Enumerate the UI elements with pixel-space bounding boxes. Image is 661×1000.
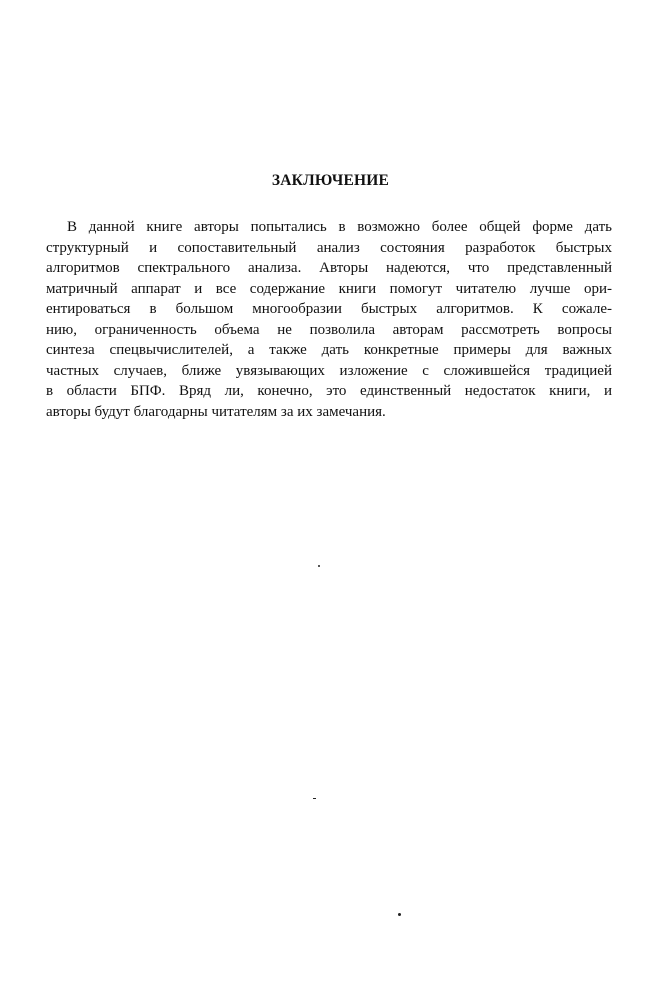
conclusion-paragraph xyxy=(46,217,612,422)
paragraph-line: В данной книге авторы попытались в возможно более общей форме дать xyxy=(67,219,612,235)
chapter-heading: ЗАКЛЮЧЕНИЕ xyxy=(271,172,390,189)
scan-speck xyxy=(313,798,316,799)
paragraph-line: матричный аппарат и все содержание книги помогут читателю лучше ори- xyxy=(46,280,612,297)
paragraph-line: нию, ограниченность объема не позволила авторам рассмотреть вопросы xyxy=(46,321,612,338)
paragraph-line: авторы будут благодарны читателям за их замечания. xyxy=(46,403,386,420)
paragraph-line: частных случаев, ближе увязывающих изложение с сложившейся традицией xyxy=(46,362,612,379)
scan-speck xyxy=(398,913,401,916)
paragraph-line: синтеза спецвычислителей, а также дать конкретные примеры для важных xyxy=(46,342,612,358)
scan-speck xyxy=(318,565,320,567)
paragraph-line: ентироваться в большом многообразии быстрых алгоритмов. К сожале- xyxy=(46,301,612,317)
paragraph-line: в области БПФ. Вряд ли, конечно, это единственный недостаток книги, и xyxy=(46,383,612,399)
paragraph-line: структурный и сопоставительный анализ состояния разработок быстрых xyxy=(46,239,612,256)
paragraph-line: алгоритмов спектрального анализа. Авторы надеются, что представленный xyxy=(46,260,612,276)
